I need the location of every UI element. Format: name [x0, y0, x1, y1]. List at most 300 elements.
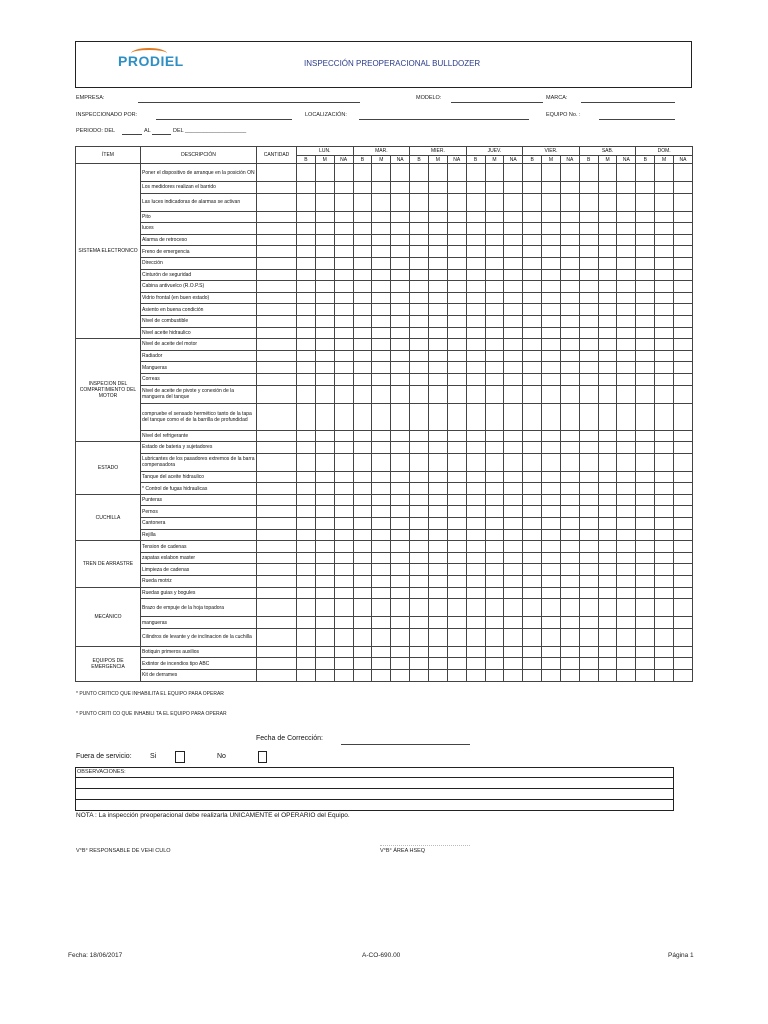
rating-cell[interactable] [636, 373, 655, 385]
rating-cell[interactable] [636, 304, 655, 316]
rating-cell[interactable] [353, 518, 372, 530]
rating-cell[interactable] [542, 327, 561, 339]
rating-cell[interactable] [523, 564, 542, 576]
rating-cell[interactable] [636, 564, 655, 576]
rating-cell[interactable] [447, 430, 466, 442]
rating-cell[interactable] [674, 628, 693, 646]
rating-cell[interactable] [560, 257, 579, 269]
rating-cell[interactable] [466, 564, 485, 576]
rating-cell[interactable] [410, 193, 429, 211]
rating-cell[interactable] [598, 617, 617, 629]
rating-cell[interactable] [617, 552, 636, 564]
rating-cell[interactable] [560, 182, 579, 194]
rating-cell[interactable] [372, 182, 391, 194]
rating-cell[interactable] [353, 182, 372, 194]
quantity-cell[interactable] [257, 564, 297, 576]
rating-cell[interactable] [636, 339, 655, 351]
rating-cell[interactable] [504, 483, 523, 495]
quantity-cell[interactable] [257, 670, 297, 682]
rating-cell[interactable] [504, 599, 523, 617]
rating-cell[interactable] [617, 430, 636, 442]
rating-cell[interactable] [542, 234, 561, 246]
rating-cell[interactable] [674, 587, 693, 599]
quantity-cell[interactable] [257, 518, 297, 530]
rating-cell[interactable] [372, 628, 391, 646]
rating-cell[interactable] [485, 483, 504, 495]
rating-cell[interactable] [674, 494, 693, 506]
rating-cell[interactable] [617, 315, 636, 327]
rating-cell[interactable] [297, 453, 316, 471]
rating-cell[interactable] [598, 430, 617, 442]
rating-cell[interactable] [504, 471, 523, 483]
quantity-cell[interactable] [257, 617, 297, 629]
rating-cell[interactable] [391, 211, 410, 223]
rating-cell[interactable] [391, 257, 410, 269]
rating-cell[interactable] [410, 552, 429, 564]
rating-cell[interactable] [334, 362, 353, 374]
rating-cell[interactable] [410, 246, 429, 258]
rating-cell[interactable] [579, 471, 598, 483]
rating-cell[interactable] [334, 483, 353, 495]
rating-cell[interactable] [447, 617, 466, 629]
rating-cell[interactable] [523, 529, 542, 541]
rating-cell[interactable] [315, 234, 334, 246]
rating-cell[interactable] [428, 494, 447, 506]
rating-cell[interactable] [579, 587, 598, 599]
rating-cell[interactable] [315, 552, 334, 564]
rating-cell[interactable] [447, 658, 466, 670]
rating-cell[interactable] [542, 339, 561, 351]
rating-cell[interactable] [353, 223, 372, 235]
rating-cell[interactable] [636, 385, 655, 403]
rating-cell[interactable] [560, 246, 579, 258]
rating-cell[interactable] [466, 483, 485, 495]
rating-cell[interactable] [391, 564, 410, 576]
rating-cell[interactable] [485, 646, 504, 658]
rating-cell[interactable] [560, 587, 579, 599]
rating-cell[interactable] [428, 670, 447, 682]
rating-cell[interactable] [636, 182, 655, 194]
rating-cell[interactable] [542, 628, 561, 646]
rating-cell[interactable] [523, 164, 542, 182]
rating-cell[interactable] [447, 350, 466, 362]
rating-cell[interactable] [353, 471, 372, 483]
rating-cell[interactable] [674, 327, 693, 339]
rating-cell[interactable] [391, 453, 410, 471]
rating-cell[interactable] [674, 269, 693, 281]
rating-cell[interactable] [617, 385, 636, 403]
rating-cell[interactable] [334, 599, 353, 617]
rating-cell[interactable] [447, 182, 466, 194]
rating-cell[interactable] [598, 315, 617, 327]
rating-cell[interactable] [504, 453, 523, 471]
rating-cell[interactable] [617, 453, 636, 471]
rating-cell[interactable] [466, 518, 485, 530]
rating-cell[interactable] [410, 373, 429, 385]
rating-cell[interactable] [579, 453, 598, 471]
rating-cell[interactable] [334, 552, 353, 564]
rating-cell[interactable] [391, 339, 410, 351]
rating-cell[interactable] [598, 494, 617, 506]
rating-cell[interactable] [504, 281, 523, 293]
rating-cell[interactable] [297, 564, 316, 576]
rating-cell[interactable] [485, 223, 504, 235]
rating-cell[interactable] [334, 269, 353, 281]
rating-cell[interactable] [410, 576, 429, 588]
rating-cell[interactable] [674, 564, 693, 576]
rating-cell[interactable] [617, 658, 636, 670]
rating-cell[interactable] [372, 552, 391, 564]
quantity-cell[interactable] [257, 223, 297, 235]
quantity-cell[interactable] [257, 234, 297, 246]
rating-cell[interactable] [598, 327, 617, 339]
rating-cell[interactable] [504, 506, 523, 518]
rating-cell[interactable] [315, 211, 334, 223]
rating-cell[interactable] [560, 193, 579, 211]
rating-cell[interactable] [579, 506, 598, 518]
rating-cell[interactable] [579, 552, 598, 564]
rating-cell[interactable] [315, 628, 334, 646]
rating-cell[interactable] [447, 541, 466, 553]
rating-cell[interactable] [353, 234, 372, 246]
rating-cell[interactable] [560, 564, 579, 576]
rating-cell[interactable] [315, 506, 334, 518]
rating-cell[interactable] [297, 599, 316, 617]
rating-cell[interactable] [636, 327, 655, 339]
rating-cell[interactable] [636, 281, 655, 293]
rating-cell[interactable] [579, 628, 598, 646]
rating-cell[interactable] [542, 506, 561, 518]
rating-cell[interactable] [428, 453, 447, 471]
rating-cell[interactable] [598, 193, 617, 211]
rating-cell[interactable] [598, 646, 617, 658]
quantity-cell[interactable] [257, 257, 297, 269]
rating-cell[interactable] [542, 599, 561, 617]
no-checkbox[interactable] [258, 751, 267, 763]
rating-cell[interactable] [391, 471, 410, 483]
rating-cell[interactable] [636, 315, 655, 327]
rating-cell[interactable] [485, 494, 504, 506]
rating-cell[interactable] [674, 350, 693, 362]
rating-cell[interactable] [504, 373, 523, 385]
rating-cell[interactable] [655, 617, 674, 629]
rating-cell[interactable] [655, 292, 674, 304]
rating-cell[interactable] [315, 304, 334, 316]
rating-cell[interactable] [636, 658, 655, 670]
rating-cell[interactable] [372, 281, 391, 293]
rating-cell[interactable] [447, 529, 466, 541]
rating-cell[interactable] [428, 599, 447, 617]
rating-cell[interactable] [428, 529, 447, 541]
rating-cell[interactable] [617, 350, 636, 362]
rating-cell[interactable] [353, 617, 372, 629]
rating-cell[interactable] [372, 403, 391, 430]
rating-cell[interactable] [315, 541, 334, 553]
rating-cell[interactable] [617, 193, 636, 211]
rating-cell[interactable] [485, 529, 504, 541]
rating-cell[interactable] [353, 350, 372, 362]
rating-cell[interactable] [542, 453, 561, 471]
rating-cell[interactable] [674, 518, 693, 530]
rating-cell[interactable] [297, 670, 316, 682]
rating-cell[interactable] [636, 269, 655, 281]
rating-cell[interactable] [655, 234, 674, 246]
rating-cell[interactable] [636, 430, 655, 442]
rating-cell[interactable] [297, 552, 316, 564]
rating-cell[interactable] [504, 430, 523, 442]
rating-cell[interactable] [485, 385, 504, 403]
rating-cell[interactable] [579, 385, 598, 403]
rating-cell[interactable] [447, 223, 466, 235]
rating-cell[interactable] [674, 281, 693, 293]
rating-cell[interactable] [466, 442, 485, 454]
rating-cell[interactable] [353, 257, 372, 269]
rating-cell[interactable] [315, 576, 334, 588]
rating-cell[interactable] [598, 373, 617, 385]
rating-cell[interactable] [372, 483, 391, 495]
rating-cell[interactable] [410, 658, 429, 670]
rating-cell[interactable] [598, 269, 617, 281]
quantity-cell[interactable] [257, 327, 297, 339]
rating-cell[interactable] [485, 292, 504, 304]
rating-cell[interactable] [579, 164, 598, 182]
rating-cell[interactable] [428, 506, 447, 518]
rating-cell[interactable] [655, 403, 674, 430]
rating-cell[interactable] [372, 564, 391, 576]
rating-cell[interactable] [636, 257, 655, 269]
rating-cell[interactable] [617, 617, 636, 629]
rating-cell[interactable] [523, 628, 542, 646]
rating-cell[interactable] [485, 234, 504, 246]
rating-cell[interactable] [334, 403, 353, 430]
rating-cell[interactable] [372, 234, 391, 246]
rating-cell[interactable] [391, 373, 410, 385]
rating-cell[interactable] [560, 628, 579, 646]
quantity-cell[interactable] [257, 385, 297, 403]
quantity-cell[interactable] [257, 599, 297, 617]
rating-cell[interactable] [410, 182, 429, 194]
rating-cell[interactable] [447, 193, 466, 211]
rating-cell[interactable] [372, 350, 391, 362]
rating-cell[interactable] [410, 304, 429, 316]
rating-cell[interactable] [674, 315, 693, 327]
rating-cell[interactable] [297, 164, 316, 182]
rating-cell[interactable] [410, 518, 429, 530]
rating-cell[interactable] [655, 529, 674, 541]
rating-cell[interactable] [334, 211, 353, 223]
rating-cell[interactable] [315, 257, 334, 269]
rating-cell[interactable] [410, 281, 429, 293]
rating-cell[interactable] [447, 292, 466, 304]
rating-cell[interactable] [523, 541, 542, 553]
rating-cell[interactable] [523, 506, 542, 518]
rating-cell[interactable] [428, 350, 447, 362]
rating-cell[interactable] [523, 552, 542, 564]
quantity-cell[interactable] [257, 471, 297, 483]
rating-cell[interactable] [466, 617, 485, 629]
rating-cell[interactable] [334, 292, 353, 304]
rating-cell[interactable] [655, 430, 674, 442]
rating-cell[interactable] [617, 442, 636, 454]
rating-cell[interactable] [560, 373, 579, 385]
quantity-cell[interactable] [257, 453, 297, 471]
rating-cell[interactable] [674, 292, 693, 304]
rating-cell[interactable] [636, 211, 655, 223]
rating-cell[interactable] [334, 658, 353, 670]
rating-cell[interactable] [560, 529, 579, 541]
rating-cell[interactable] [598, 658, 617, 670]
quantity-cell[interactable] [257, 494, 297, 506]
rating-cell[interactable] [560, 403, 579, 430]
rating-cell[interactable] [598, 552, 617, 564]
rating-cell[interactable] [579, 373, 598, 385]
rating-cell[interactable] [391, 576, 410, 588]
rating-cell[interactable] [315, 483, 334, 495]
rating-cell[interactable] [485, 564, 504, 576]
rating-cell[interactable] [353, 193, 372, 211]
rating-cell[interactable] [391, 327, 410, 339]
rating-cell[interactable] [372, 327, 391, 339]
rating-cell[interactable] [466, 576, 485, 588]
rating-cell[interactable] [504, 315, 523, 327]
rating-cell[interactable] [560, 362, 579, 374]
rating-cell[interactable] [485, 617, 504, 629]
rating-cell[interactable] [428, 628, 447, 646]
rating-cell[interactable] [485, 552, 504, 564]
rating-cell[interactable] [372, 599, 391, 617]
rating-cell[interactable] [372, 304, 391, 316]
rating-cell[interactable] [674, 471, 693, 483]
rating-cell[interactable] [579, 403, 598, 430]
rating-cell[interactable] [466, 385, 485, 403]
rating-cell[interactable] [334, 193, 353, 211]
rating-cell[interactable] [598, 281, 617, 293]
rating-cell[interactable] [428, 304, 447, 316]
rating-cell[interactable] [579, 670, 598, 682]
rating-cell[interactable] [391, 587, 410, 599]
rating-cell[interactable] [353, 564, 372, 576]
rating-cell[interactable] [617, 211, 636, 223]
rating-cell[interactable] [334, 670, 353, 682]
rating-cell[interactable] [674, 211, 693, 223]
rating-cell[interactable] [617, 257, 636, 269]
rating-cell[interactable] [447, 362, 466, 374]
rating-cell[interactable] [372, 315, 391, 327]
rating-cell[interactable] [447, 483, 466, 495]
rating-cell[interactable] [297, 658, 316, 670]
rating-cell[interactable] [447, 269, 466, 281]
rating-cell[interactable] [655, 552, 674, 564]
rating-cell[interactable] [353, 658, 372, 670]
rating-cell[interactable] [617, 670, 636, 682]
rating-cell[interactable] [353, 483, 372, 495]
rating-cell[interactable] [410, 350, 429, 362]
rating-cell[interactable] [636, 350, 655, 362]
rating-cell[interactable] [391, 182, 410, 194]
rating-cell[interactable] [485, 362, 504, 374]
rating-cell[interactable] [598, 587, 617, 599]
rating-cell[interactable] [315, 182, 334, 194]
rating-cell[interactable] [560, 281, 579, 293]
rating-cell[interactable] [428, 658, 447, 670]
rating-cell[interactable] [504, 646, 523, 658]
rating-cell[interactable] [674, 257, 693, 269]
rating-cell[interactable] [428, 211, 447, 223]
rating-cell[interactable] [560, 304, 579, 316]
rating-cell[interactable] [410, 453, 429, 471]
rating-cell[interactable] [334, 315, 353, 327]
rating-cell[interactable] [485, 599, 504, 617]
rating-cell[interactable] [353, 529, 372, 541]
rating-cell[interactable] [485, 576, 504, 588]
rating-cell[interactable] [655, 628, 674, 646]
rating-cell[interactable] [636, 529, 655, 541]
quantity-cell[interactable] [257, 246, 297, 258]
rating-cell[interactable] [617, 587, 636, 599]
rating-cell[interactable] [297, 211, 316, 223]
rating-cell[interactable] [636, 403, 655, 430]
quantity-cell[interactable] [257, 350, 297, 362]
rating-cell[interactable] [579, 269, 598, 281]
quantity-cell[interactable] [257, 373, 297, 385]
rating-cell[interactable] [428, 403, 447, 430]
rating-cell[interactable] [542, 564, 561, 576]
rating-cell[interactable] [334, 576, 353, 588]
rating-cell[interactable] [334, 541, 353, 553]
rating-cell[interactable] [485, 628, 504, 646]
rating-cell[interactable] [466, 430, 485, 442]
quantity-cell[interactable] [257, 182, 297, 194]
rating-cell[interactable] [674, 234, 693, 246]
rating-cell[interactable] [523, 304, 542, 316]
rating-cell[interactable] [466, 223, 485, 235]
rating-cell[interactable] [560, 599, 579, 617]
rating-cell[interactable] [560, 494, 579, 506]
rating-cell[interactable] [504, 257, 523, 269]
rating-cell[interactable] [372, 164, 391, 182]
rating-cell[interactable] [655, 211, 674, 223]
rating-cell[interactable] [410, 471, 429, 483]
rating-cell[interactable] [542, 541, 561, 553]
rating-cell[interactable] [674, 617, 693, 629]
rating-cell[interactable] [391, 281, 410, 293]
rating-cell[interactable] [410, 269, 429, 281]
rating-cell[interactable] [485, 453, 504, 471]
quantity-cell[interactable] [257, 442, 297, 454]
rating-cell[interactable] [466, 471, 485, 483]
rating-cell[interactable] [334, 385, 353, 403]
rating-cell[interactable] [372, 529, 391, 541]
rating-cell[interactable] [504, 292, 523, 304]
rating-cell[interactable] [466, 269, 485, 281]
rating-cell[interactable] [655, 373, 674, 385]
rating-cell[interactable] [447, 599, 466, 617]
rating-cell[interactable] [636, 599, 655, 617]
rating-cell[interactable] [617, 373, 636, 385]
rating-cell[interactable] [372, 646, 391, 658]
rating-cell[interactable] [297, 373, 316, 385]
quantity-cell[interactable] [257, 403, 297, 430]
rating-cell[interactable] [523, 223, 542, 235]
rating-cell[interactable] [410, 628, 429, 646]
quantity-cell[interactable] [257, 304, 297, 316]
rating-cell[interactable] [334, 246, 353, 258]
rating-cell[interactable] [636, 646, 655, 658]
rating-cell[interactable] [579, 281, 598, 293]
rating-cell[interactable] [466, 529, 485, 541]
rating-cell[interactable] [542, 552, 561, 564]
rating-cell[interactable] [372, 471, 391, 483]
